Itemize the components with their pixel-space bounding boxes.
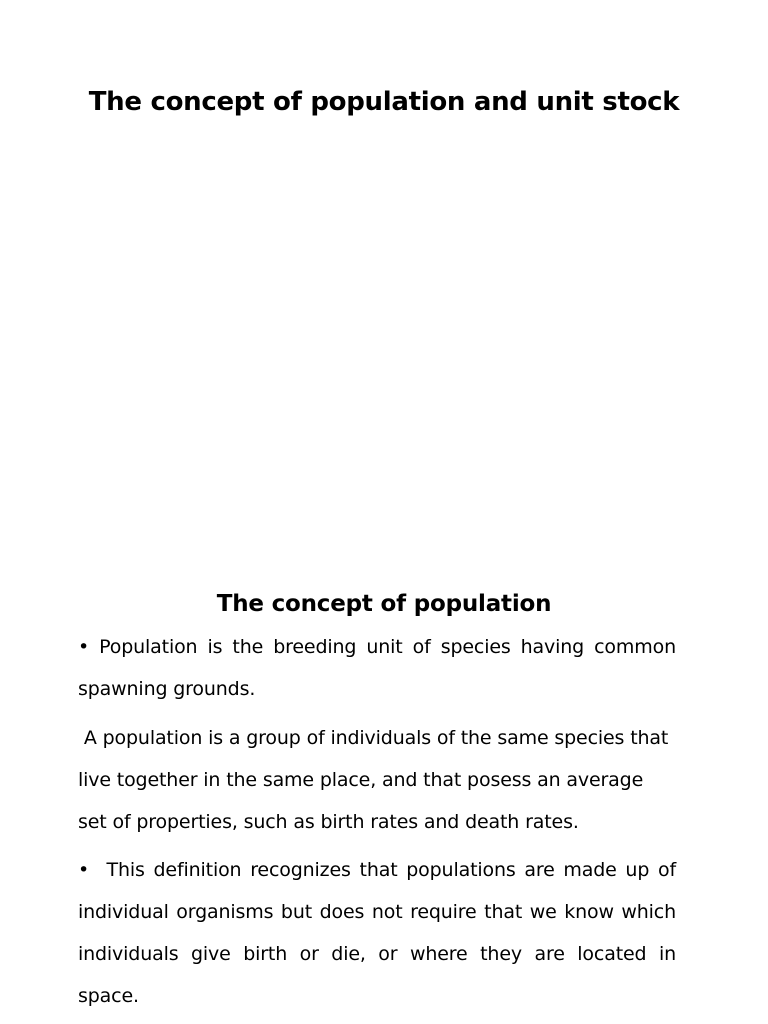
document-title: The concept of population and unit stock: [88, 87, 680, 117]
paragraph-definition-notes: • This definition recognizes that populations are made up of individual organisms but does not require that we know which individuals give birth or die, or where they are located in space.: [78, 859, 676, 1007]
paragraph-breeding-unit: • Population is the breeding unit of species having common spawning grounds.: [78, 636, 676, 700]
paragraph-population-definition: A population is a group of individuals of the same species that live together in the same place, and that posess an average set of properties, such as birth rates and death rates.: [78, 727, 669, 833]
section-heading: The concept of population: [216, 591, 552, 617]
